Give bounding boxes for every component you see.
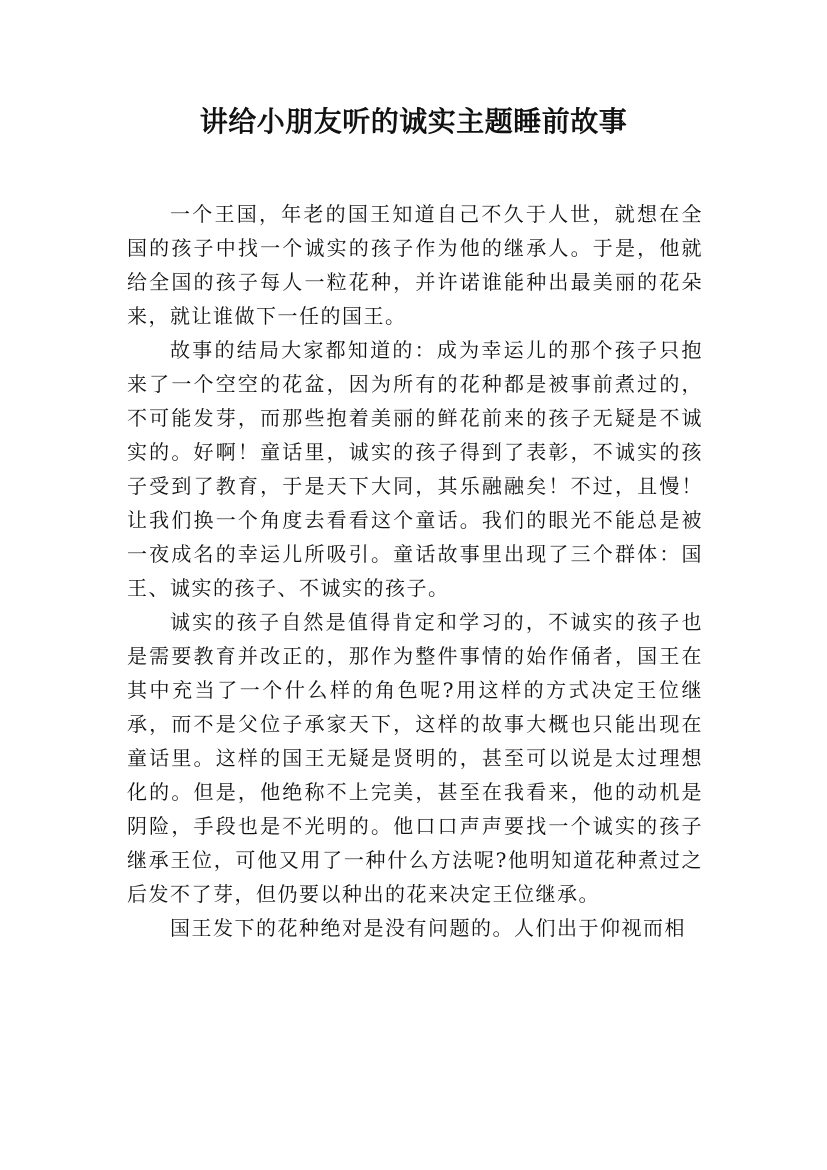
- document-title: 讲给小朋友听的诚实主题睡前故事: [199, 105, 628, 138]
- document-body: [127, 197, 703, 945]
- paragraph: 国王发下的花种绝对是没有问题的。人们出于仰视而相: [170, 916, 686, 940]
- paragraph: 一个王国，年老的国王知道自己不久于人世，就想在全国的孩子中找一个诚实的孩子作为他的继承人。于是，他就给全国的孩子每人一粒花种，并许诺谁能种出最美丽的花朵来，就让谁做下一任的国王。: [127, 202, 703, 328]
- paragraph: 诚实的孩子自然是值得肯定和学习的，不诚实的孩子也是需要教育并改正的，那作为整件事情的始作俑者，国王在其中充当了一个什么样的角色呢?用这样的方式决定王位继承，而不是父位子承家天下，这样的故事大概也只能出现在童话里。这样的国王无疑是贤明的，甚至可以说是太过理想化的。但是，他绝称不上完美，甚至在我看来，他的动机是阴险，手段也是不光明的。他口口声声要找一个诚实的孩子继承王位，可他又用了一种什么方法呢?他明知道花种煮过之后发不了芽，但仍要以种出的花来决定王位继承。: [127, 610, 703, 906]
- paragraph: 故事的结局大家都知道的：成为幸运儿的那个孩子只抱来了一个空空的花盆，因为所有的花种都是被事前煮过的，不可能发芽，而那些抱着美丽的鲜花前来的孩子无疑是不诚实的。好啊！童话里，诚实的孩子得到了表彰，不诚实的孩子受到了教育，于是天下大同，其乐融融矣！不过，且慢！让我们换一个角度去看看这个童话。我们的眼光不能总是被一夜成名的幸运儿所吸引。童话故事里出现了三个群体：国王、诚实的孩子、不诚实的孩子。: [127, 338, 703, 600]
